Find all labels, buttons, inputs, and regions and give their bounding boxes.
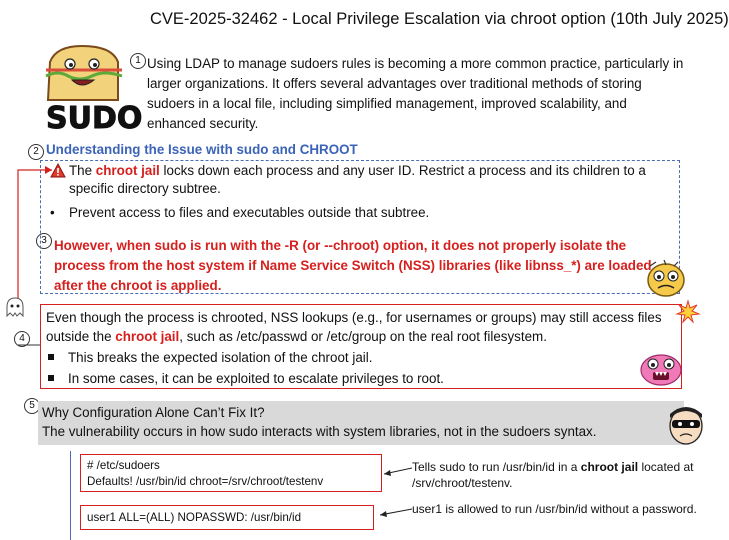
pink-monster-icon [636, 350, 686, 388]
code-outline [70, 451, 71, 540]
warning-paragraph: However, when sudo is run with the -R (or --chroot) option, it does not properly isolate the process from the host system if Name Service Switch (NSS) libraries (like libnss_*) are loaded after the chroot is applied. [54, 238, 652, 293]
chroot-item-1-pre: The [69, 163, 96, 178]
nss-paragraph [46, 308, 678, 346]
sandwich-mascot-icon [46, 46, 122, 100]
sudo-logo-text: SUDO [46, 101, 143, 136]
sudoers-user-line: user1 ALL=(ALL) NOPASSWD: /usr/bin/id [87, 511, 302, 524]
sudoers-comment: # /etc/sudoers [87, 459, 160, 472]
bullet-dot: • [50, 205, 55, 220]
page-title: CVE-2025-32462 - Local Privilege Escalation via chroot option (10th July 2025) [150, 10, 729, 28]
sudoers-user-box [80, 505, 374, 530]
hacker-cartoon-icon [664, 402, 708, 450]
chroot-item-1-post: locks down each process and any user ID. Restrict a process and its children to a specific directory subtree. [69, 163, 646, 196]
sudoers-defaults-box [80, 454, 382, 492]
chroot-jail-highlight: chroot jail [95, 163, 160, 178]
config-heading: Why Configuration Alone Can’t Fix It? [42, 405, 265, 420]
nss-content [46, 308, 678, 388]
nss-bullet-2 [46, 369, 678, 388]
chroot-item-2-text: Prevent access to files and executables outside that subtree. [69, 205, 430, 220]
nss-bullet-2-text: In some cases, it can be exploited to escalate privileges to root. [68, 371, 444, 386]
chroot-item-1 [48, 162, 678, 198]
note-chroot [412, 459, 712, 491]
note-chroot-pre: Tells sudo to run /usr/bin/id in a [412, 460, 581, 474]
config-text: The vulnerability occurs in how sudo interacts with system libraries, not in the sudoers syntax. [42, 424, 597, 439]
intro-paragraph: Using LDAP to manage sudoers rules is becoming a more common practice, particularly in larger organizations. It offers several advantages over traditional methods of storing sudoers in a local file, including simplified management, improved scalability, and enhanced security. [147, 56, 684, 131]
sudo-logo [38, 40, 143, 136]
note-chroot-highlight: chroot jail [580, 460, 639, 474]
chroot-item-2 [48, 204, 678, 222]
ghost-icon [4, 296, 26, 318]
step-3-marker: 3 [36, 233, 52, 249]
step-4-connector [18, 340, 42, 350]
nss-paragraph-pre: Even though the process is chrooted, NSS lookups (e.g., for usernames or groups) may still access files outside the [46, 310, 662, 344]
nss-chroot-jail-highlight: chroot jail [115, 329, 180, 344]
note-arrows [380, 460, 416, 520]
note-nopasswd: user1 is allowed to run /usr/bin/id without a password. [412, 502, 697, 516]
sudoers-defaults-line: Defaults! /usr/bin/id chroot=/srv/chroot/testenv [87, 475, 324, 488]
step-4-marker: 4 [14, 331, 30, 347]
step-2-marker: 2 [28, 144, 44, 160]
nss-paragraph-post: , such as /etc/passwd or /etc/group on the real root filesystem. [179, 329, 547, 344]
chroot-list [48, 162, 678, 222]
square-bullet [48, 354, 54, 360]
square-bullet [48, 375, 54, 381]
nss-bullet-1-text: This breaks the expected isolation of the chroot jail. [68, 350, 373, 365]
step-1-marker: 1 [130, 53, 146, 69]
confused-cartoon-icon [644, 258, 688, 298]
step-5-marker: 5 [24, 398, 40, 414]
note-chroot-post: located at /srv/chroot/testenv. [412, 460, 694, 490]
nss-bullet-1 [46, 348, 678, 367]
explosion-icon [676, 300, 700, 324]
section-heading: Understanding the Issue with sudo and CHROOT [46, 142, 358, 157]
